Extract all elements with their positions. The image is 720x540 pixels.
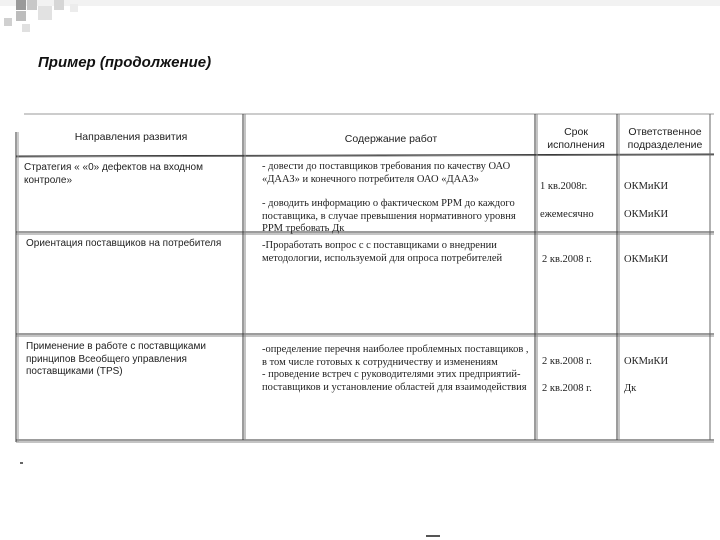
header-deadline: Срок исполнения xyxy=(547,126,605,151)
header-content: Содержание работ xyxy=(344,133,438,145)
row-3-responsible-1: ОКМиКИ xyxy=(624,356,669,367)
row-2-direction: Ориентация поставщиков на потребителя xyxy=(26,238,222,249)
corner-decoration xyxy=(0,0,720,60)
header-direction: Направления развития xyxy=(74,131,188,143)
row-1-content-1: - довести до поставщиков требования по качеству ОАО «ДААЗ» и конечного потребителя ОАО «ДААЗ» xyxy=(262,161,511,185)
row-1-responsible-1: ОКМиКИ xyxy=(624,181,669,192)
header-responsible: Ответственное подразделение xyxy=(627,126,703,151)
row-2-responsible-1: ОКМиКИ xyxy=(624,254,669,265)
row-2-deadline-1: 2 кв.2008 г. xyxy=(542,254,592,265)
row-1-deadline-2: ежемесячно xyxy=(540,209,594,220)
row-1-direction: Стратегия « «0» дефектов на входном контроле» xyxy=(24,162,203,186)
row-3-deadline-1: 2 кв.2008 г. xyxy=(542,356,592,367)
row-3-direction: Применение в работе с поставщиками принципов Всеобщего управления поставщиками (TPS) xyxy=(26,341,206,377)
slide-title: Пример (продолжение) xyxy=(38,54,212,71)
row-3-content-2: - проведение встреч с руководителями этих предприятий-поставщиков и установление областей для взаимодействия xyxy=(262,369,527,393)
row-1-content-2: - доводить информацию о фактическом PPM до каждого поставщика, в случае превышения нормативного уровня PPM требовать Дк xyxy=(262,198,516,234)
row-1-responsible-2: ОКМиКИ xyxy=(624,209,669,220)
row-3-content-1: -определение перечня наиболее проблемных поставщиков , в том числе готовых к сотрудничеству и изменениям xyxy=(262,344,529,368)
scan-artifact xyxy=(20,462,23,464)
footer-mark xyxy=(426,535,440,537)
row-3-responsible-2: Дк xyxy=(624,383,637,394)
row-1-deadline-1: 1 кв.2008г. xyxy=(540,181,588,192)
row-2-content-1: -Проработать вопрос с с поставщиками о внедрении методологии, используемой для опроса потребителей xyxy=(262,240,503,264)
row-3-deadline-2: 2 кв.2008 г. xyxy=(542,383,592,394)
